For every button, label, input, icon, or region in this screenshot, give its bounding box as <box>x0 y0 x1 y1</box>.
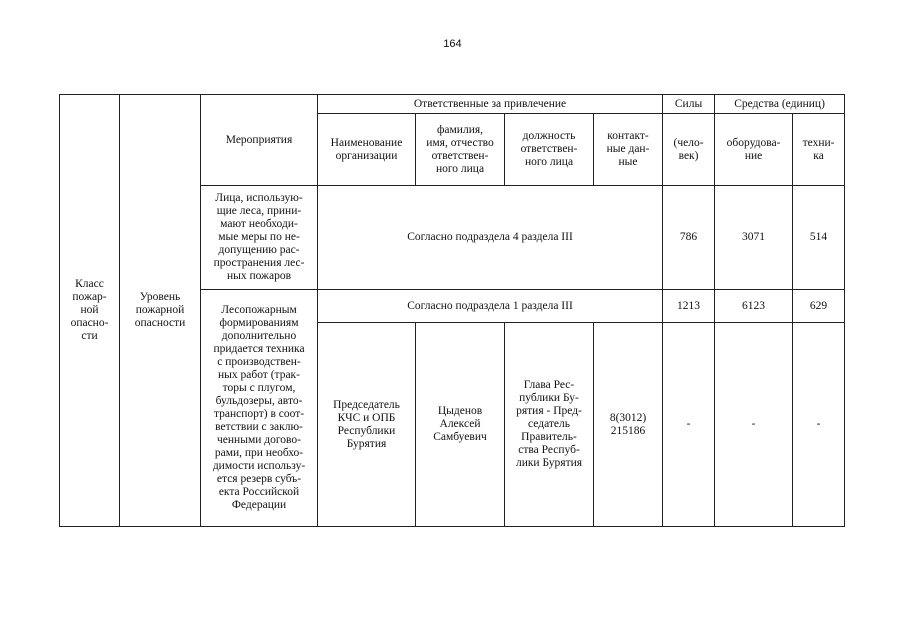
header-org-name: Наименование организации <box>318 114 416 186</box>
responsible-merged-cell: Согласно подраздела 1 раздела III <box>318 290 663 323</box>
contacts-cell: 8(3012) 215186 <box>594 323 663 527</box>
page-number: 164 <box>443 38 462 50</box>
header-class: Класс пожар- ной опасно- сти <box>60 95 120 527</box>
header-responsible-group: Ответственные за привлечение <box>318 95 663 114</box>
header-contacts: контакт- ные дан- ные <box>594 114 663 186</box>
measure-cell: Лица, использую- щие леса, прини- мают необходи- мые меры по не- допущению рас- пространения лес- ных пожаров <box>201 186 318 290</box>
header-forces: Силы <box>663 95 715 114</box>
fire-measures-table <box>59 94 845 527</box>
header-full-name: фамилия, имя, отчество ответствен- ного лица <box>416 114 505 186</box>
header-equipment: оборудова- ние <box>715 114 793 186</box>
header-means: Средства (единиц) <box>715 95 845 114</box>
header-machinery: техни- ка <box>793 114 845 186</box>
machinery-cell: 629 <box>793 290 845 323</box>
people-cell: 1213 <box>663 290 715 323</box>
equipment-cell: 6123 <box>715 290 793 323</box>
machinery-cell: - <box>793 323 845 527</box>
position-cell: Глава Рес- публики Бу- рятия - Пред- седатель Правитель- ства Респуб- лики Бурятия <box>505 323 594 527</box>
measure-cell: Лесопожарным формированиям дополнительно придается техника с производствен- ных работ (трак- торы с плугом, бульдозеры, авто- транспорт) в соот- ветствии с заклю- ченными догово- рами, при необхо- димости использу- ется резерв субъ- екта Российской Федерации <box>201 290 318 527</box>
responsible-merged-cell: Согласно подраздела 4 раздела III <box>318 186 663 290</box>
people-cell: - <box>663 323 715 527</box>
header-level: Уровень пожарной опасности <box>120 95 201 527</box>
equipment-cell: - <box>715 323 793 527</box>
people-cell: 786 <box>663 186 715 290</box>
full-name-cell: Цыденов Алексей Самбуевич <box>416 323 505 527</box>
equipment-cell: 3071 <box>715 186 793 290</box>
header-position: должность ответствен- ного лица <box>505 114 594 186</box>
machinery-cell: 514 <box>793 186 845 290</box>
org-name-cell: Председатель КЧС и ОПБ Республики Бурятия <box>318 323 416 527</box>
header-measures: Мероприятия <box>201 95 318 186</box>
header-people: (чело- век) <box>663 114 715 186</box>
